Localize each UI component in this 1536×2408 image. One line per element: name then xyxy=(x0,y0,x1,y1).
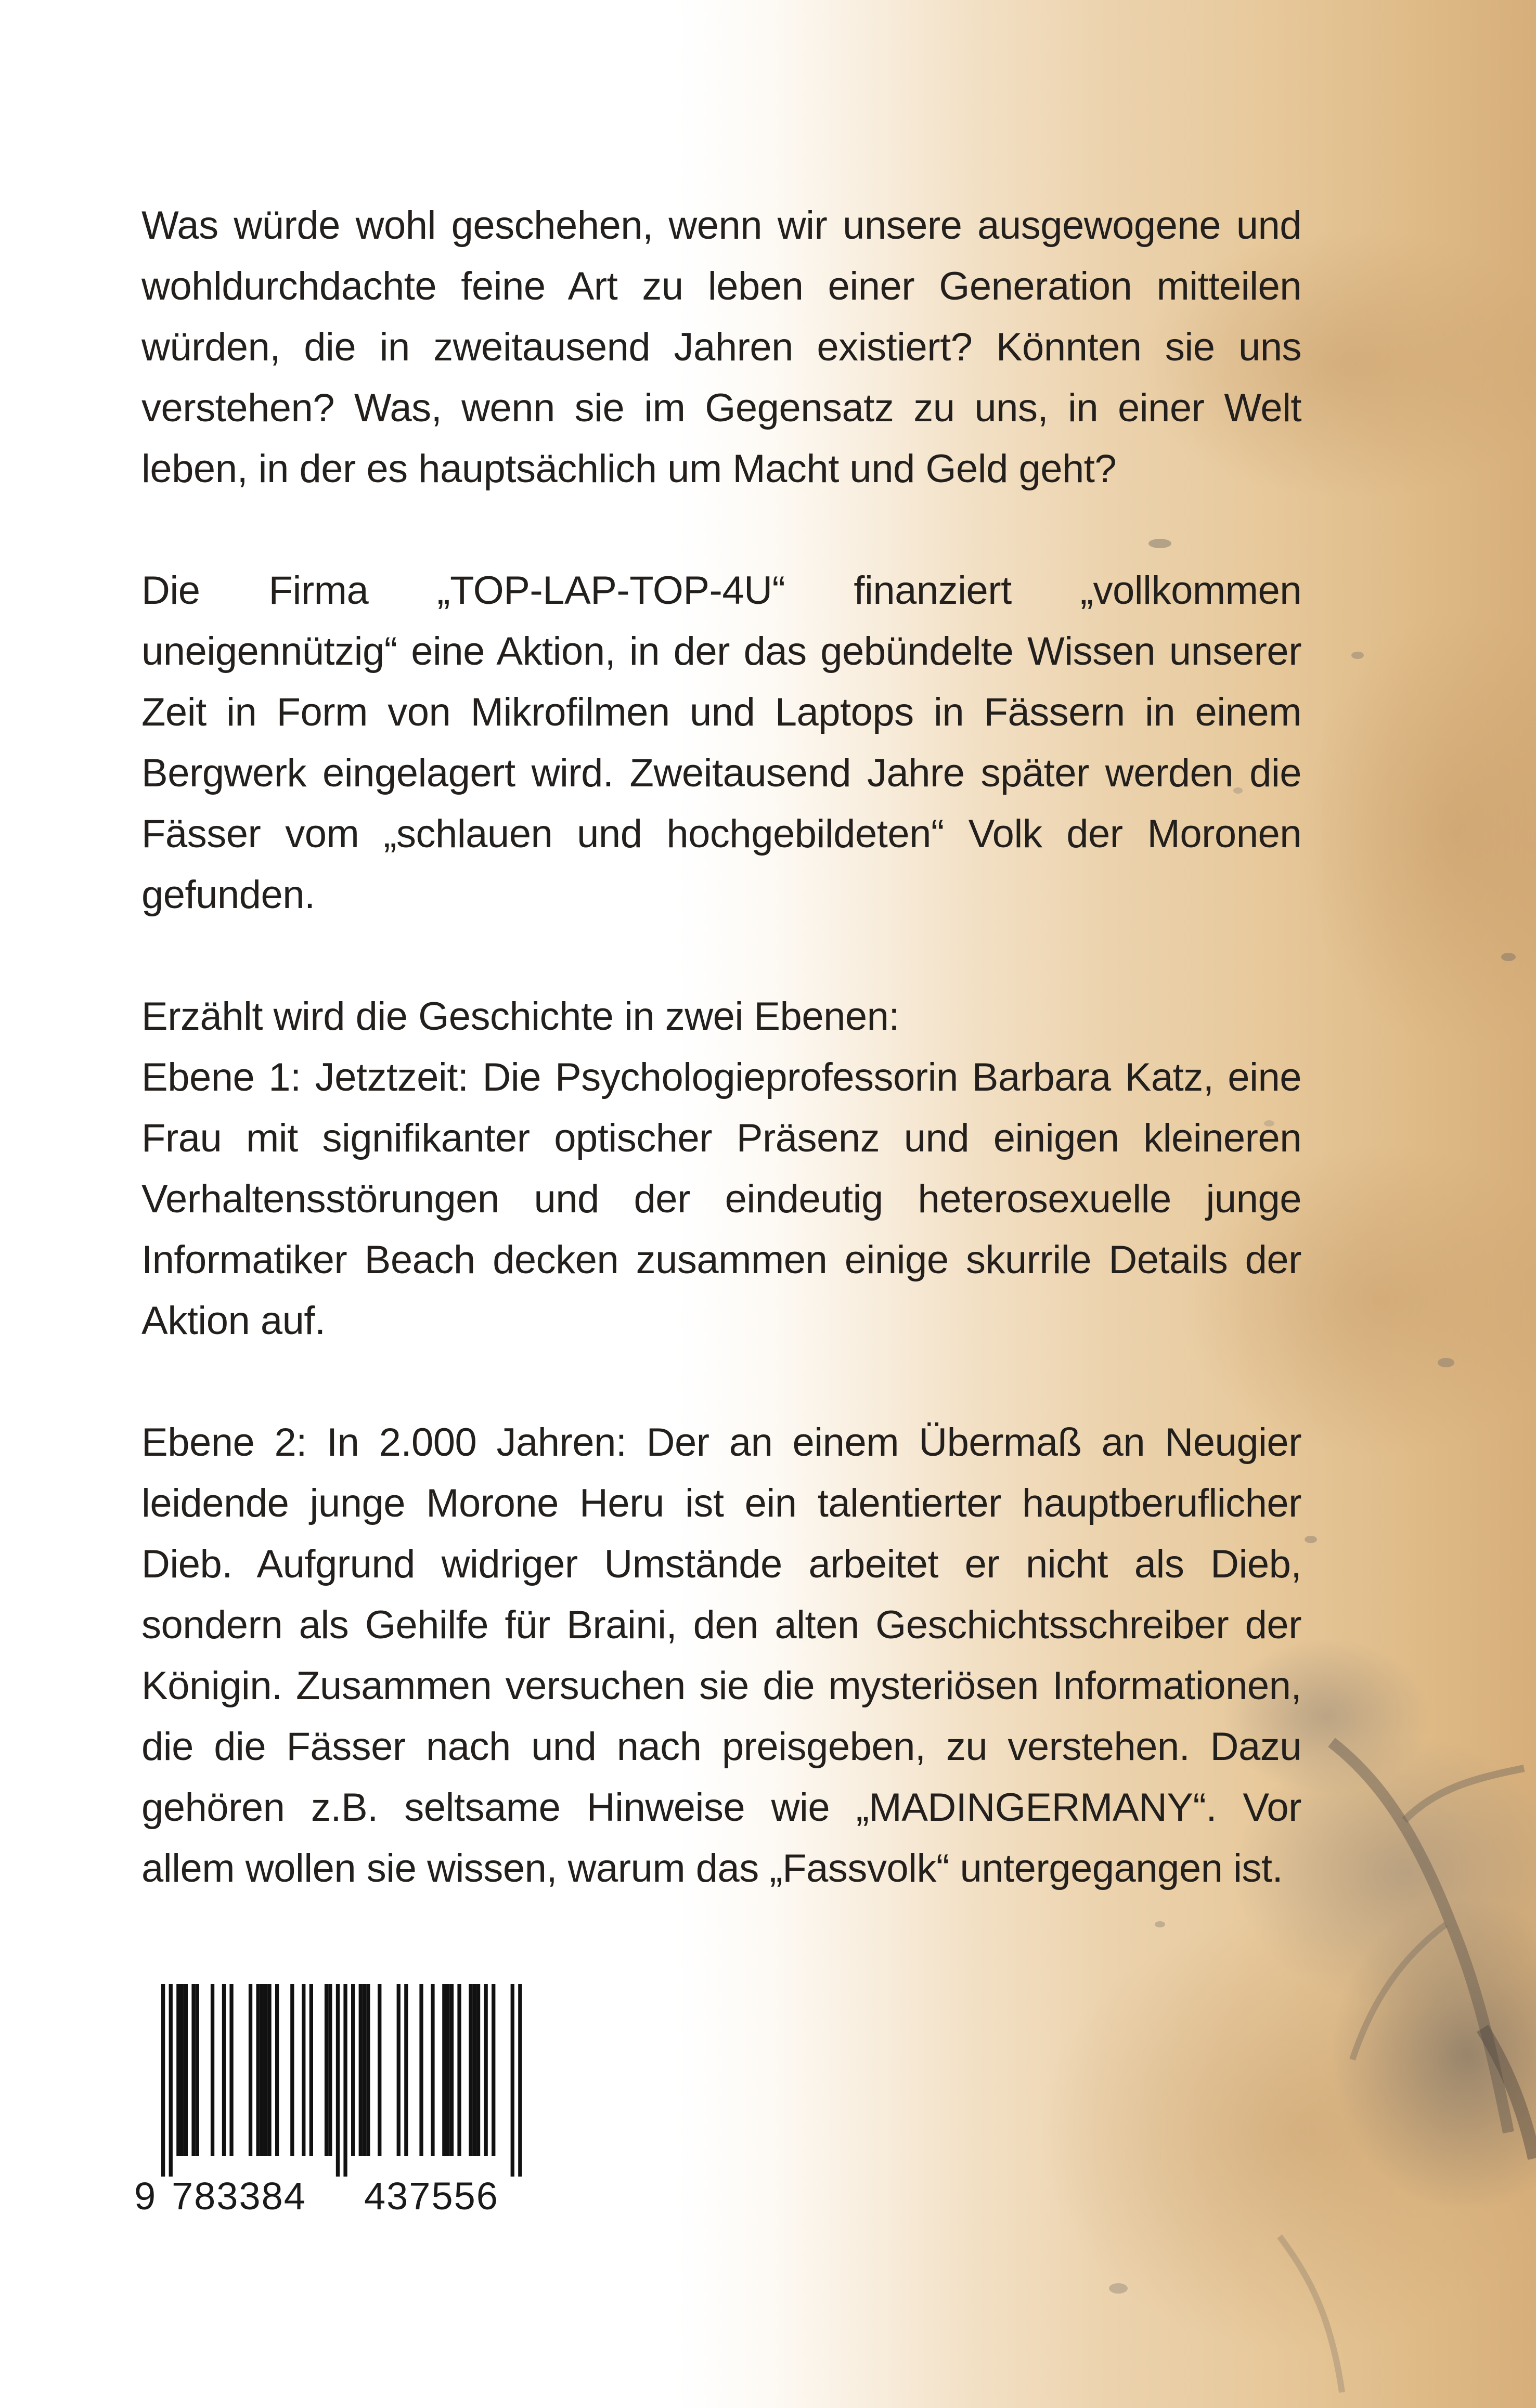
barcode-bar xyxy=(446,1984,450,2156)
barcode-bar xyxy=(511,1984,514,2177)
barcode-bar xyxy=(309,1984,313,2156)
barcode-bar xyxy=(211,1984,214,2156)
barcode-bar xyxy=(176,1984,180,2156)
barcode-bar xyxy=(473,1984,476,2156)
barcode-bar xyxy=(184,1984,188,2156)
barcode-bar xyxy=(363,1984,366,2156)
barcode-bar xyxy=(229,1984,233,2156)
barcode-bar xyxy=(256,1984,260,2156)
barcode-bar xyxy=(222,1984,226,2156)
barcode-bar xyxy=(196,1984,199,2156)
barcode-bar xyxy=(336,1984,340,2177)
barcode-bar xyxy=(457,1984,461,2156)
barcode-bar xyxy=(302,1984,305,2156)
barcode-bar xyxy=(484,1984,488,2156)
barcode-bar xyxy=(442,1984,446,2156)
barcode-bar xyxy=(169,1984,173,2177)
barcode-bar xyxy=(275,1984,279,2156)
barcode-bar xyxy=(290,1984,294,2156)
barcode-bar xyxy=(343,1984,347,2177)
barcode-bar xyxy=(404,1984,408,2156)
barcode-bar xyxy=(419,1984,423,2156)
barcode-bar xyxy=(264,1984,267,2156)
barcode-bar xyxy=(492,1984,495,2156)
barcode-bar xyxy=(325,1984,328,2156)
blurb-paragraph-3-body: Ebene 1: Jetztzeit: Die Psychologieprofessorin Barbara Katz, eine Frau mit signifikanter optischer Präsenz und einigen kleineren Verhaltensstörungen und der eindeutig heterosexuelle junge Informatiker Beach decken zusammen einige skurrile Details der Aktion auf. xyxy=(141,1055,1301,1343)
barcode-bar xyxy=(366,1984,370,2156)
barcode-digits-left: 783384 xyxy=(172,2174,306,2218)
back-cover-blurb xyxy=(141,195,1301,1960)
barcode-bar xyxy=(249,1984,252,2156)
barcode-bar xyxy=(359,1984,363,2156)
barcode-bars xyxy=(130,1984,546,2177)
blurb-paragraph-3-intro: Erzählt wird die Geschichte in zwei Ebenen: xyxy=(141,994,900,1039)
blurb-paragraph-2: Die Firma „TOP-LAP-TOP-4U“ finanziert „vollkommen uneigennützig“ eine Aktion, in der das gebündelte Wissen unserer Zeit in Form von Mikrofilmen und Laptops in Fässern in einem Bergwerk eingelagert wird. Zweitausend Jahre später werden die Fässer vom „schlauen und hochgebildeten“ Volk der Moronen gefunden. xyxy=(141,568,1301,917)
barcode-bar xyxy=(180,1984,184,2156)
barcode-bar xyxy=(161,1984,165,2177)
barcode-bar xyxy=(476,1984,480,2156)
barcode-bar xyxy=(191,1984,195,2156)
barcode-bar xyxy=(397,1984,401,2156)
barcode-bar xyxy=(260,1984,264,2156)
barcode-bar xyxy=(328,1984,332,2156)
barcode-bar xyxy=(267,1984,271,2156)
blurb-paragraph-1: Was würde wohl geschehen, wenn wir unsere ausgewogene und wohldurchdachte feine Art zu leben einer Generation mitteilen würden, die in zweitausend Jahren existiert? Könnten sie uns verstehen? Was, wenn sie im Gegensatz zu uns, in einer Welt leben, in der es hauptsächlich um Macht und Geld geht? xyxy=(141,203,1301,491)
barcode-bar xyxy=(431,1984,434,2156)
barcode-bar xyxy=(518,1984,522,2177)
barcode-bar xyxy=(351,1984,355,2156)
barcode-digits-right: 437556 xyxy=(364,2174,499,2218)
barcode-bar xyxy=(378,1984,381,2156)
blurb-paragraph-4: Ebene 2: In 2.000 Jahren: Der an einem Übermaß an Neugier leidende junge Morone Heru ist ein talentierter hauptberuflicher Dieb. Aufgrund widriger Umstände arbeitet er nicht als Dieb, sondern als Gehilfe für Braini, den alten Geschichtsschreiber der Königin. Zusammen versuchen sie die mysteriösen Informationen, die die Fässer nach und nach preisgeben, zu verstehen. Dazu gehören z.B. seltsame Hinweise wie „MADINGERMANY“. Vor allem wollen sie wissen, warum das „Fassvolk“ untergegangen ist. xyxy=(141,1420,1301,1891)
barcode-digit-first: 9 xyxy=(134,2174,157,2218)
barcode-bar xyxy=(450,1984,454,2156)
barcode-bar xyxy=(469,1984,472,2156)
